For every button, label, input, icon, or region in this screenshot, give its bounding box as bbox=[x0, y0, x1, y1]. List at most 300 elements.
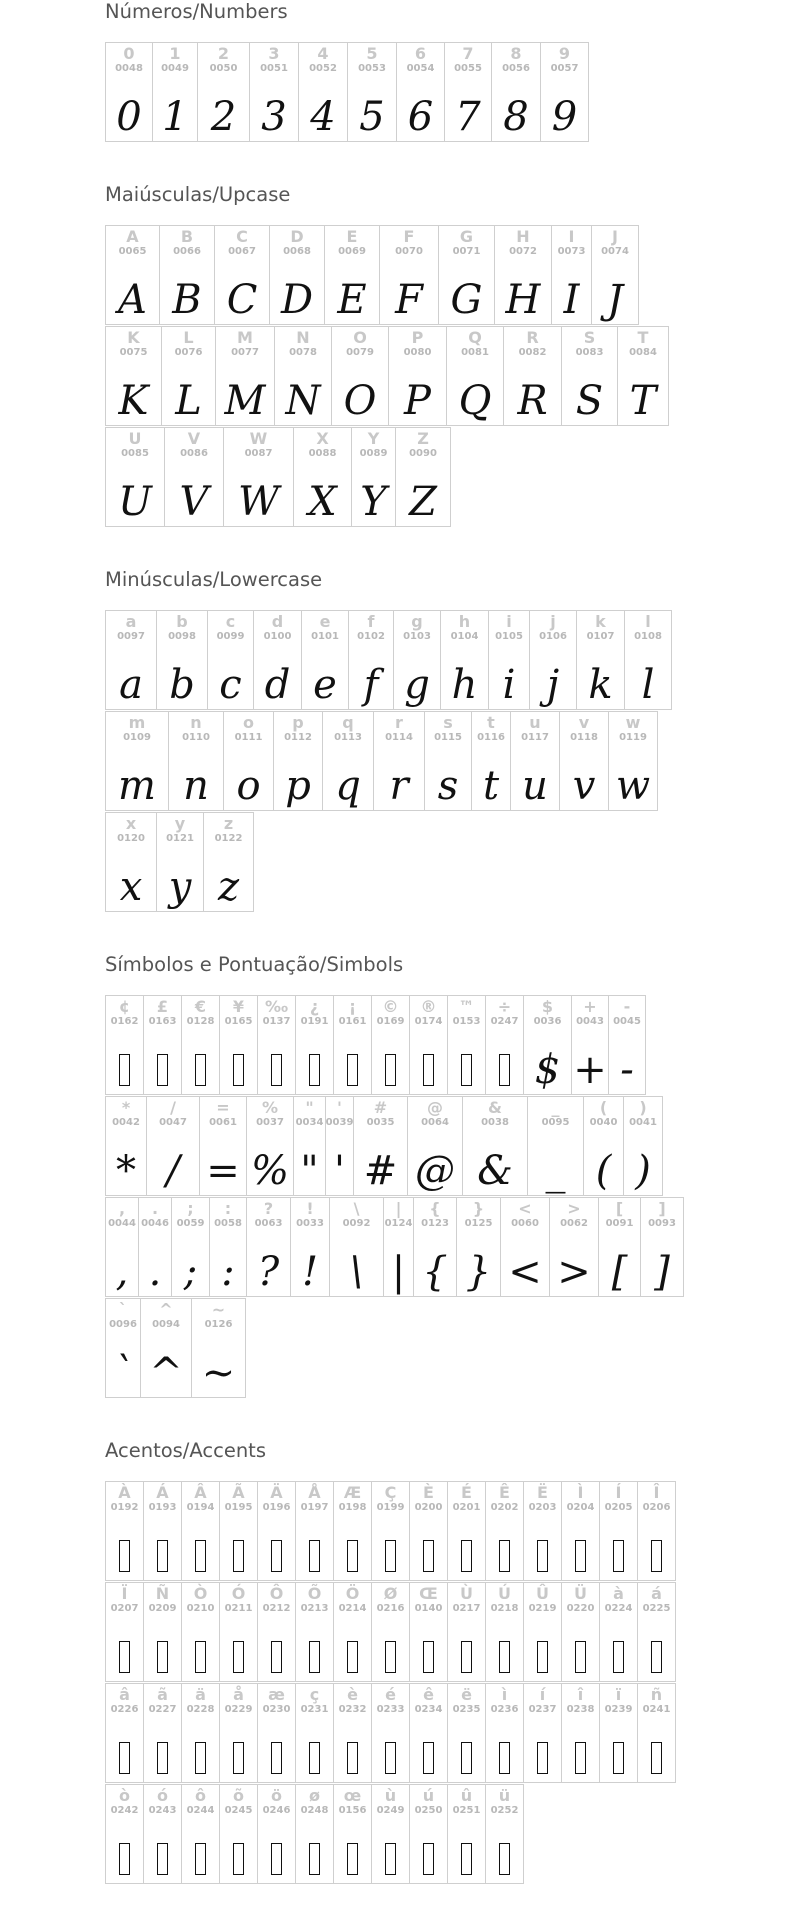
glyph-char-label: Ù bbox=[460, 1584, 473, 1603]
glyph-char-label: Ô bbox=[269, 1584, 284, 1603]
glyph-char-label: ? bbox=[263, 1199, 274, 1218]
missing-glyph-box bbox=[638, 1736, 675, 1783]
glyph-char-label: i bbox=[506, 612, 512, 631]
glyph-code: 0073 bbox=[557, 246, 586, 257]
missing-glyph-box bbox=[448, 1635, 485, 1682]
glyph-cell bbox=[523, 1683, 562, 1783]
glyph-cell bbox=[500, 1197, 550, 1297]
glyph-cell bbox=[393, 610, 441, 710]
glyph-sample: 0 bbox=[116, 94, 142, 140]
missing-glyph-box bbox=[600, 1635, 637, 1682]
glyph-code: 0169 bbox=[376, 1016, 405, 1027]
glyph-row bbox=[105, 1784, 795, 1885]
glyph-char-label: J bbox=[612, 227, 618, 246]
missing-glyph-box bbox=[486, 1837, 523, 1884]
missing-glyph-icon bbox=[119, 1843, 130, 1875]
glyph-cell bbox=[373, 711, 425, 811]
glyph-code: 0043 bbox=[576, 1016, 604, 1027]
glyph-code: 0216 bbox=[376, 1603, 405, 1614]
glyph-char-label: Œ bbox=[419, 1584, 438, 1603]
glyph-code: 0033 bbox=[296, 1218, 324, 1229]
glyph-char-label: $ bbox=[541, 997, 554, 1016]
glyph-char-label: ^ bbox=[159, 1300, 173, 1319]
glyph-cell bbox=[447, 1481, 486, 1581]
glyph-cell bbox=[371, 1784, 410, 1884]
glyph-row bbox=[105, 812, 795, 913]
glyph-code: 0206 bbox=[642, 1502, 671, 1513]
missing-glyph-icon bbox=[461, 1843, 472, 1875]
glyph-cell bbox=[203, 812, 254, 912]
glyph-code: 0063 bbox=[254, 1218, 283, 1229]
missing-glyph-box bbox=[296, 1048, 333, 1095]
glyph-char-label: 7 bbox=[462, 44, 474, 63]
glyph-cell bbox=[181, 1582, 220, 1682]
glyph-cell bbox=[444, 42, 492, 142]
glyph-code: 0035 bbox=[366, 1117, 395, 1128]
section-title: Maiúsculas/Upcase bbox=[105, 183, 291, 206]
glyph-code: 0053 bbox=[358, 63, 386, 74]
glyph-sample: P bbox=[404, 378, 431, 424]
glyph-cell bbox=[181, 1683, 220, 1783]
glyph-char-label: W bbox=[249, 429, 268, 448]
glyph-code: 0121 bbox=[166, 833, 194, 844]
glyph-cell bbox=[214, 225, 270, 325]
missing-glyph-box bbox=[296, 1837, 333, 1884]
glyph-code: 0077 bbox=[231, 347, 259, 358]
glyph-cell bbox=[527, 1096, 584, 1196]
glyph-code: 0201 bbox=[452, 1502, 481, 1513]
glyph-sample: o bbox=[236, 763, 261, 809]
glyph-code: 0071 bbox=[452, 246, 481, 257]
missing-glyph-box bbox=[334, 1837, 371, 1884]
glyph-sample: K bbox=[118, 378, 149, 424]
glyph-code: 0075 bbox=[119, 347, 148, 358]
glyph-cell bbox=[371, 1683, 410, 1783]
glyph-sample: J bbox=[606, 277, 624, 323]
glyph-char-label: € bbox=[194, 997, 207, 1016]
glyph-cell bbox=[295, 1784, 334, 1884]
missing-glyph-box bbox=[638, 1534, 675, 1581]
glyph-char-label: N bbox=[296, 328, 310, 347]
missing-glyph-box bbox=[372, 1736, 409, 1783]
glyph-sample: a bbox=[119, 662, 143, 708]
missing-glyph-box bbox=[144, 1635, 181, 1682]
glyph-code: 0161 bbox=[338, 1016, 367, 1027]
glyph-code: 0095 bbox=[541, 1117, 570, 1128]
missing-glyph-box bbox=[220, 1635, 257, 1682]
glyph-code: 0076 bbox=[174, 347, 203, 358]
glyph-char-label: _ bbox=[551, 1098, 560, 1117]
glyph-code: 0057 bbox=[550, 63, 579, 74]
section bbox=[105, 568, 795, 913]
glyph-sample: H bbox=[505, 277, 541, 323]
glyph-row bbox=[105, 995, 795, 1096]
glyph-sample: V bbox=[179, 479, 209, 525]
glyph-char-label: U bbox=[128, 429, 142, 448]
glyph-char-label: g bbox=[411, 612, 423, 631]
glyph-char-label: j bbox=[550, 612, 556, 631]
glyph-cell bbox=[324, 225, 380, 325]
glyph-cell bbox=[333, 1481, 372, 1581]
glyph-row bbox=[105, 1197, 795, 1298]
glyph-cell bbox=[105, 1197, 139, 1297]
glyph-code: 0056 bbox=[502, 63, 530, 74]
glyph-sample: } bbox=[465, 1249, 492, 1295]
missing-glyph-box bbox=[144, 1048, 181, 1095]
missing-glyph-icon bbox=[271, 1540, 282, 1572]
glyph-code: 0036 bbox=[533, 1016, 562, 1027]
glyph-sample: X bbox=[308, 479, 337, 525]
missing-glyph-icon bbox=[233, 1641, 244, 1673]
glyph-code: 0052 bbox=[309, 63, 337, 74]
missing-glyph-box bbox=[258, 1837, 295, 1884]
glyph-char-label: E bbox=[346, 227, 358, 246]
glyph-char-label: ' bbox=[337, 1098, 342, 1117]
glyph-code: 0123 bbox=[421, 1218, 449, 1229]
glyph-sample: y bbox=[168, 864, 192, 910]
glyph-code: 0038 bbox=[481, 1117, 509, 1128]
glyph-char-label: X bbox=[316, 429, 329, 448]
glyph-code: 0072 bbox=[509, 246, 537, 257]
glyph-char-label: K bbox=[127, 328, 140, 347]
missing-glyph-box bbox=[486, 1534, 523, 1581]
missing-glyph-icon bbox=[119, 1742, 130, 1774]
glyph-code: 0081 bbox=[461, 347, 489, 358]
glyph-code: 0068 bbox=[283, 246, 311, 257]
missing-glyph-icon bbox=[233, 1540, 244, 1572]
glyph-char-label: Ò bbox=[193, 1584, 208, 1603]
glyph-char-label: T bbox=[637, 328, 649, 347]
glyph-code: 0091 bbox=[605, 1218, 634, 1229]
glyph-cell bbox=[219, 1784, 258, 1884]
missing-glyph-icon bbox=[537, 1742, 548, 1774]
glyph-cell bbox=[257, 1582, 296, 1682]
missing-glyph-box bbox=[144, 1736, 181, 1783]
missing-glyph-icon bbox=[651, 1641, 662, 1673]
glyph-cell bbox=[105, 812, 157, 912]
glyph-cell bbox=[246, 1197, 291, 1297]
section-title: Minúsculas/Lowercase bbox=[105, 568, 323, 591]
glyph-char-label: / bbox=[170, 1098, 176, 1117]
glyph-char-label: t bbox=[487, 713, 495, 732]
glyph-sample: 8 bbox=[503, 94, 529, 140]
glyph-cell bbox=[322, 711, 374, 811]
glyph-cell bbox=[219, 1582, 258, 1682]
glyph-cell bbox=[523, 1481, 562, 1581]
glyph-code: 0083 bbox=[575, 347, 604, 358]
glyph-char-label: Ø bbox=[383, 1584, 398, 1603]
glyph-char-label: * bbox=[121, 1098, 131, 1117]
glyph-code: 0050 bbox=[209, 63, 238, 74]
glyph-char-label: R bbox=[526, 328, 539, 347]
glyph-cell bbox=[219, 995, 258, 1095]
glyph-cell bbox=[138, 1197, 172, 1297]
glyph-char-label: É bbox=[461, 1483, 472, 1502]
glyph-code: 0196 bbox=[262, 1502, 291, 1513]
glyph-cell bbox=[146, 1096, 200, 1196]
glyph-sample: = bbox=[206, 1148, 240, 1194]
glyph-sample: / bbox=[166, 1148, 180, 1194]
glyph-sample: ^ bbox=[149, 1350, 183, 1396]
glyph-char-label: ô bbox=[195, 1786, 206, 1805]
glyph-cell bbox=[510, 711, 560, 811]
glyph-code: 0241 bbox=[642, 1704, 671, 1715]
glyph-sample: Y bbox=[360, 479, 387, 525]
glyph-char-label: = bbox=[216, 1098, 230, 1117]
glyph-char-label: ù bbox=[384, 1786, 397, 1805]
glyph-char-label: 1 bbox=[169, 44, 181, 63]
missing-glyph-box bbox=[182, 1048, 219, 1095]
glyph-char-label: Ê bbox=[499, 1483, 510, 1502]
glyph-char-label: Ï bbox=[121, 1584, 128, 1603]
glyph-cell bbox=[371, 1582, 410, 1682]
glyph-code: 0236 bbox=[490, 1704, 519, 1715]
glyph-sample: g bbox=[404, 662, 430, 708]
glyph-code: 0046 bbox=[141, 1218, 169, 1229]
glyph-code: 0248 bbox=[300, 1805, 329, 1816]
missing-glyph-box bbox=[182, 1736, 219, 1783]
missing-glyph-icon bbox=[575, 1641, 586, 1673]
glyph-char-label: Á bbox=[156, 1483, 169, 1502]
glyph-cell bbox=[159, 225, 215, 325]
glyph-char-label: 9 bbox=[558, 44, 571, 63]
glyph-cell bbox=[273, 711, 323, 811]
glyph-sample: l bbox=[641, 662, 655, 708]
glyph-sample: U bbox=[118, 479, 152, 525]
glyph-char-label: ] bbox=[658, 1199, 666, 1218]
glyph-code: 0097 bbox=[117, 631, 145, 642]
glyph-char-label: ! bbox=[306, 1199, 314, 1218]
glyph-sample: T bbox=[629, 378, 657, 424]
glyph-cell bbox=[171, 1197, 210, 1297]
glyph-char-label: 3 bbox=[268, 44, 280, 63]
glyph-sample: Q bbox=[458, 378, 492, 424]
glyph-cell bbox=[561, 1481, 600, 1581]
glyph-char-label: a bbox=[125, 612, 137, 631]
glyph-sample: L bbox=[175, 378, 202, 424]
missing-glyph-icon bbox=[499, 1540, 510, 1572]
glyph-cell bbox=[105, 42, 153, 142]
glyph-code: 0108 bbox=[634, 631, 662, 642]
glyph-code: 0225 bbox=[642, 1603, 671, 1614]
glyph-cell bbox=[549, 1197, 599, 1297]
glyph-cell bbox=[333, 1683, 372, 1783]
glyph-char-label: Æ bbox=[343, 1483, 362, 1502]
missing-glyph-icon bbox=[537, 1540, 548, 1572]
missing-glyph-icon bbox=[157, 1641, 168, 1673]
glyph-code: 0069 bbox=[338, 246, 366, 257]
glyph-code: 0047 bbox=[159, 1117, 187, 1128]
glyph-cell bbox=[269, 225, 325, 325]
missing-glyph-box bbox=[106, 1048, 143, 1095]
missing-glyph-icon bbox=[385, 1843, 396, 1875]
glyph-char-label: % bbox=[261, 1098, 279, 1117]
missing-glyph-icon bbox=[271, 1843, 282, 1875]
glyph-sample: p bbox=[285, 763, 311, 809]
glyph-char-label: h bbox=[458, 612, 471, 631]
missing-glyph-icon bbox=[271, 1641, 282, 1673]
glyph-cell bbox=[301, 610, 349, 710]
glyph-code: 0092 bbox=[342, 1218, 371, 1229]
glyph-code: 0040 bbox=[589, 1117, 618, 1128]
glyph-char-label: P bbox=[411, 328, 424, 347]
glyph-char-label: Û bbox=[536, 1584, 549, 1603]
glyph-cell bbox=[446, 326, 504, 426]
glyph-char-label: V bbox=[187, 429, 201, 448]
glyph-char-label: ` bbox=[119, 1300, 127, 1319]
glyph-code: 0085 bbox=[121, 448, 149, 459]
glyph-sample: u bbox=[522, 763, 548, 809]
glyph-code: 0094 bbox=[152, 1319, 180, 1330]
glyph-code: 0239 bbox=[604, 1704, 633, 1715]
glyph-code: 0041 bbox=[629, 1117, 657, 1128]
glyph-code: 0228 bbox=[186, 1704, 215, 1715]
glyph-code: 0192 bbox=[110, 1502, 139, 1513]
glyph-code: 0104 bbox=[450, 631, 479, 642]
glyph-code: 0252 bbox=[490, 1805, 519, 1816]
glyph-char-label: Ú bbox=[498, 1584, 511, 1603]
missing-glyph-icon bbox=[119, 1641, 130, 1673]
glyph-sample: ' bbox=[334, 1148, 345, 1194]
glyph-code: 0128 bbox=[186, 1016, 215, 1027]
glyph-char-label: å bbox=[233, 1685, 244, 1704]
glyph-char-label: 4 bbox=[317, 44, 329, 63]
glyph-sample: b bbox=[169, 662, 195, 708]
glyph-char-label: ® bbox=[420, 997, 437, 1016]
glyph-row bbox=[105, 1683, 795, 1784]
glyph-char-label: < bbox=[518, 1199, 532, 1218]
glyph-cell bbox=[105, 711, 169, 811]
glyph-cell bbox=[551, 225, 592, 325]
glyph-sample: w bbox=[615, 763, 651, 809]
glyph-code: 0080 bbox=[403, 347, 432, 358]
glyph-char-label: Ç bbox=[384, 1483, 397, 1502]
glyph-char-label: n bbox=[190, 713, 202, 732]
glyph-code: 0140 bbox=[414, 1603, 443, 1614]
glyph-sample: ) bbox=[635, 1148, 651, 1194]
glyph-code: 0116 bbox=[477, 732, 505, 743]
glyph-code: 0210 bbox=[186, 1603, 215, 1614]
glyph-char-label: . bbox=[151, 1199, 159, 1218]
glyph-char-label: F bbox=[403, 227, 415, 246]
missing-glyph-icon bbox=[309, 1742, 320, 1774]
glyph-sample: i bbox=[502, 662, 516, 708]
glyph-cell bbox=[215, 326, 275, 426]
glyph-code: 0194 bbox=[186, 1502, 215, 1513]
glyph-sample: " bbox=[300, 1148, 319, 1194]
glyph-char-label: 5 bbox=[366, 44, 378, 63]
glyph-row bbox=[105, 1582, 795, 1683]
missing-glyph-icon bbox=[157, 1054, 168, 1086]
missing-glyph-icon bbox=[309, 1540, 320, 1572]
glyph-cell bbox=[351, 427, 396, 527]
missing-glyph-icon bbox=[347, 1742, 358, 1774]
glyph-cell bbox=[494, 225, 552, 325]
glyph-code: 0231 bbox=[300, 1704, 329, 1715]
missing-glyph-box bbox=[410, 1837, 447, 1884]
glyph-sample: ? bbox=[257, 1249, 280, 1295]
glyph-code: 0061 bbox=[209, 1117, 237, 1128]
glyph-char-label: û bbox=[460, 1786, 473, 1805]
glyph-sample: t bbox=[482, 763, 500, 809]
glyph-code: 0102 bbox=[357, 631, 385, 642]
missing-glyph-icon bbox=[499, 1054, 510, 1086]
glyph-char-label: ü bbox=[498, 1786, 511, 1805]
glyph-code: 0209 bbox=[148, 1603, 177, 1614]
glyph-code: 0250 bbox=[414, 1805, 443, 1816]
glyph-code: 0174 bbox=[414, 1016, 443, 1027]
missing-glyph-box bbox=[524, 1736, 561, 1783]
missing-glyph-icon bbox=[157, 1843, 168, 1875]
glyph-sample: [ bbox=[611, 1249, 628, 1295]
glyph-char-label: œ bbox=[343, 1786, 362, 1805]
glyph-cell bbox=[249, 42, 299, 142]
glyph-cell bbox=[348, 610, 394, 710]
glyph-sample: * bbox=[116, 1148, 136, 1194]
glyph-code: 0212 bbox=[262, 1603, 291, 1614]
missing-glyph-box bbox=[334, 1736, 371, 1783]
glyph-char-label: d bbox=[271, 612, 284, 631]
glyph-code: 0120 bbox=[117, 833, 145, 844]
glyph-char-label: Q bbox=[468, 328, 482, 347]
glyph-code: 0218 bbox=[490, 1603, 519, 1614]
missing-glyph-box bbox=[372, 1534, 409, 1581]
glyph-char-label: c bbox=[225, 612, 236, 631]
glyph-sample: - bbox=[620, 1047, 634, 1093]
glyph-code: 0051 bbox=[260, 63, 288, 74]
glyph-code: 0088 bbox=[308, 448, 337, 459]
glyph-char-label: @ bbox=[427, 1098, 443, 1117]
glyph-char-label: ò bbox=[119, 1786, 130, 1805]
glyph-code: 0156 bbox=[338, 1805, 367, 1816]
glyph-sample: R bbox=[517, 378, 548, 424]
glyph-char-label: L bbox=[183, 328, 194, 347]
glyph-code: 0106 bbox=[539, 631, 567, 642]
glyph-char-label: # bbox=[373, 1098, 388, 1117]
glyph-grid bbox=[105, 42, 795, 143]
glyph-cell bbox=[409, 1582, 448, 1682]
missing-glyph-box bbox=[410, 1048, 447, 1095]
glyph-sample: m bbox=[118, 763, 156, 809]
glyph-code: 0125 bbox=[464, 1218, 493, 1229]
glyph-code: 0245 bbox=[224, 1805, 253, 1816]
glyph-code: 0045 bbox=[613, 1016, 641, 1027]
glyph-char-label: ø bbox=[309, 1786, 320, 1805]
glyph-code: 0220 bbox=[566, 1603, 595, 1614]
missing-glyph-icon bbox=[651, 1540, 662, 1572]
glyph-char-label: Ã bbox=[232, 1483, 245, 1502]
glyph-char-label: A bbox=[126, 227, 139, 246]
glyph-sample: k bbox=[588, 662, 613, 708]
glyph-grid bbox=[105, 610, 795, 913]
glyph-cell bbox=[105, 995, 144, 1095]
glyph-cell bbox=[290, 1197, 330, 1297]
glyph-row bbox=[105, 225, 795, 326]
glyph-sample: r bbox=[389, 763, 409, 809]
missing-glyph-box bbox=[296, 1736, 333, 1783]
glyph-cell bbox=[640, 1197, 684, 1297]
glyph-sample: S bbox=[575, 378, 604, 424]
glyph-code: 0079 bbox=[346, 347, 374, 358]
glyph-sample: ( bbox=[595, 1148, 612, 1194]
missing-glyph-icon bbox=[309, 1843, 320, 1875]
glyph-code: 0137 bbox=[262, 1016, 291, 1027]
missing-glyph-icon bbox=[157, 1540, 168, 1572]
glyph-sample: c bbox=[219, 662, 242, 708]
glyph-cell bbox=[438, 225, 495, 325]
glyph-sample: B bbox=[172, 277, 202, 323]
glyph-sample: N bbox=[285, 378, 321, 424]
